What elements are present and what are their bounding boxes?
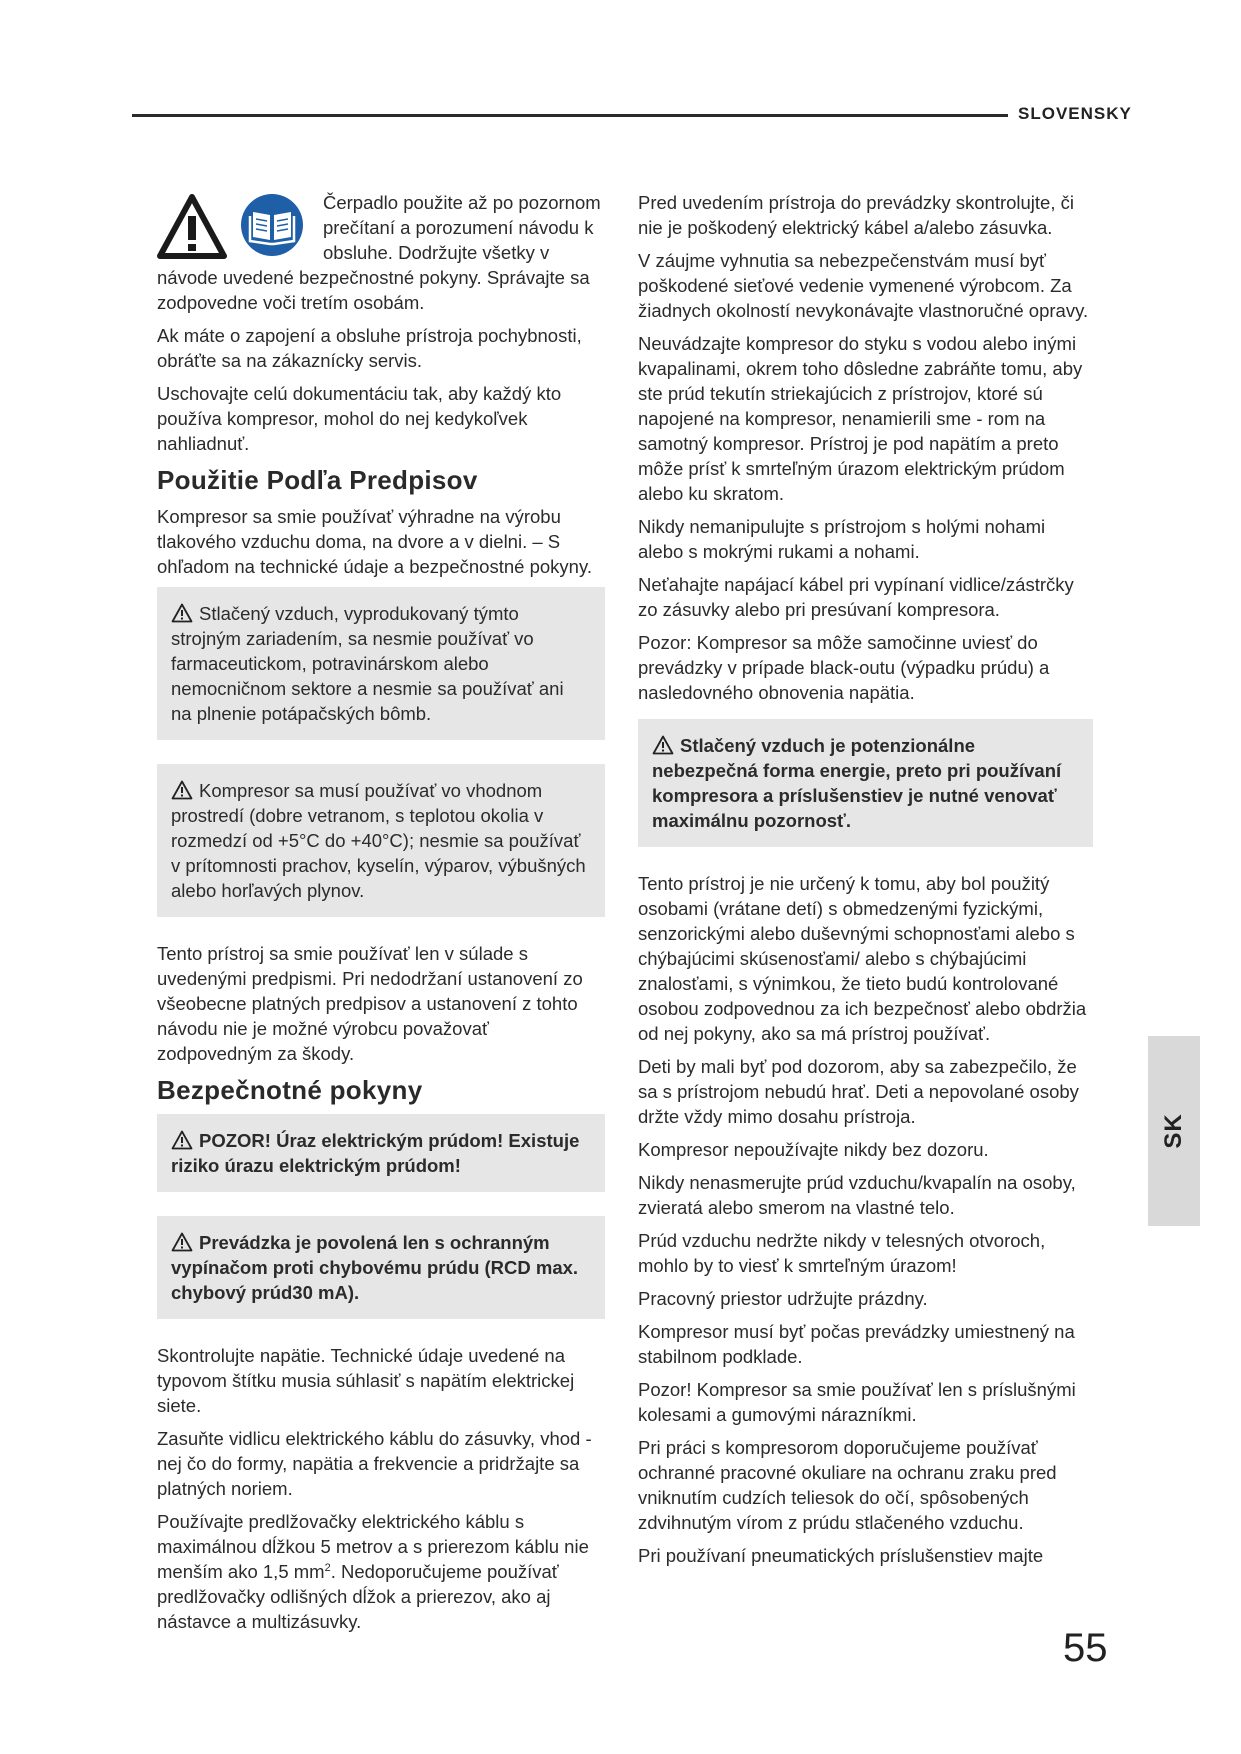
warning-text: Stlačený vzduch je potenzionálne nebezpečná forma energie, preto pri používaní kompresora a príslušenstiev je nutné venovať maximálnu pozornosť.	[652, 735, 1062, 831]
warning-text: POZOR! Úraz elektrickým prúdom! Existuje riziko úrazu elektrickým prúdom!	[171, 1130, 580, 1176]
warning-box-bold	[638, 719, 1093, 847]
warning-icon	[171, 603, 193, 623]
paragraph: Tento prístroj je nie určený k tomu, aby bol použitý osobami (vrátane detí) s obmedzenými fyzickými, senzorickými alebo duševnými schopnosťami alebo s chýbajúcimi skúsenosťami/ alebo s chýbajúcimi znalosťami, s výnimkou, že tieto budú kontrolované osobou zodpovednou za ich bezpečnosť alebo obdržia od nej pokyny, ako sa má prístroj používať.	[638, 873, 1087, 1044]
paragraph: Pri používaní pneumatických príslušenstiev majte	[638, 1545, 1044, 1566]
warning-icon	[171, 1232, 193, 1252]
header-rule	[132, 114, 1008, 117]
paragraph: Pozor! Kompresor sa smie používať len s príslušnými kolesami a gumovými nárazníkmi.	[638, 1379, 1076, 1425]
warning-icon	[171, 780, 193, 800]
intro-icons	[157, 190, 317, 265]
paragraph: Pred uvedením prístroja do prevádzky skontrolujte, či nie je poškodený elektrický kábel a/alebo zásuvka.	[638, 192, 1074, 238]
paragraph: V záujme vyhnutia sa nebezpečenstvám musí byť poškodené sieťové vedenie vymenené výrobcom. Za žiadnych okolností nevykonávajte vlastnoručné opravy.	[638, 250, 1089, 321]
read-manual-icon	[239, 192, 305, 258]
language-label: SLOVENSKY	[1018, 104, 1132, 123]
warning-text: Prevádzka je povolená len s ochranným vypínačom proti chybovému prúdu (RCD max. chybový prúd30 mA).	[171, 1232, 579, 1303]
intro-block	[157, 190, 605, 315]
intro-paragraph: Čerpadlo použite až po pozornom prečítaní a porozumení návodu k obsluhe. Dodržujte všetky v návode uvedené bezpečnostné pokyny. Správajte sa zodpovedne voči tretím osobám.	[157, 192, 601, 313]
left-column	[157, 190, 605, 1642]
right-column	[638, 190, 1093, 1576]
paragraph: Pozor: Kompresor sa môže samočinne uviesť do prevádzky v prípade black-outu (výpadku prúdu) a nasledovného obnovenia napätia.	[638, 632, 1050, 703]
warning-triangle-icon	[157, 194, 227, 260]
intended-use-paragraph: Kompresor sa smie používať výhradne na výrobu tlakového vzduchu doma, na dvore a v dielni. – S ohľadom na technické údaje a bezpečnostné pokyny.	[157, 506, 592, 577]
plug-paragraph: Zasuňte vidlicu elektrického káblu do zásuvky, vhod - nej čo do formy, napätia a frekvencie a pridržajte sa platných noriem.	[157, 1428, 592, 1499]
page-number: 55	[1063, 1626, 1108, 1670]
warning-icon	[171, 1130, 193, 1150]
extension-cord-paragraph	[157, 1509, 605, 1634]
extension-text-a: Používajte predlžovačky elektrického káblu s maximálnou dĺžkou 5 metrov a s prierezom káblu nie menším ako 1,5 mm	[157, 1511, 589, 1582]
extension-text-b: . Nedoporučujeme používať predlžovačky odlišných dĺžok a prierezov, ako aj nástavce a multizásuvky.	[157, 1561, 559, 1632]
language-side-tab-label: SK	[1160, 1113, 1187, 1149]
paragraph: Neuvádzajte kompresor do styku s vodou alebo inými kvapalinami, okrem toho dôsledne zabráňte tomu, aby ste prúd tekutín striekajúcich z prístrojov, ktoré sú napojené na kompresor, nenamierili sme - rom na samotný kompresor. Prístroj je pod napätím a preto môže prísť k smrteľným úrazom elektrickým prúdom alebo ku skratom.	[638, 333, 1083, 504]
paragraph: Deti by mali byť pod dozorom, aby sa zabezpečilo, že sa s prístrojom nebudú hrať. Deti a nepovolané osoby držte vždy mimo dosahu prístroja.	[638, 1056, 1079, 1127]
warning-icon	[652, 735, 674, 755]
paragraph: Pracovný priestor udržujte prázdny.	[638, 1288, 928, 1309]
warning-box	[157, 587, 605, 740]
paragraph: Kompresor musí byť počas prevádzky umiestnený na stabilnom podklade.	[638, 1321, 1075, 1367]
paragraph: Pri práci s kompresorom doporučujeme používať ochranné pracovné okuliare na ochranu zraku pred vniknutím cudzích teliesok do očí, spôsobených zdvihnutým vírom z prúdu stlačeného vzduchu.	[638, 1437, 1057, 1533]
service-paragraph: Ak máte o zapojení a obsluhe prístroja pochybnosti, obráťte sa na zákaznícky servis.	[157, 325, 582, 371]
compliance-paragraph: Tento prístroj sa smie používať len v súlade s uvedenými predpismi. Pri nedodržaní ustanovení zo všeobecne platných predpisov a ustanovení z tohto návodu nie je možné výrobcu považovať zodpovedným za škody.	[157, 943, 583, 1064]
documentation-paragraph: Uschovajte celú dokumentáciu tak, aby každý kto používa kompresor, mohol do nej kedykoľvek nahliadnuť.	[157, 383, 562, 454]
warning-box	[157, 764, 605, 917]
paragraph: Kompresor nepoužívajte nikdy bez dozoru.	[638, 1139, 989, 1160]
section-heading-safety: Bezpečnotné pokyny	[157, 1075, 423, 1105]
paragraph: Nikdy nenasmerujte prúd vzduchu/kvapalín na osoby, zvieratá alebo smerom na vlastné telo.	[638, 1172, 1076, 1218]
warning-text: Kompresor sa musí používať vo vhodnom prostredí (dobre vetranom, s teplotou okolia v rozmedzí od +5°C do +40°C); nesmie sa používať v prítomnosti prachov, kyselín, výparov, výbušných alebo horľavých plynov.	[171, 780, 586, 901]
paragraph: Prúd vzduchu nedržte nikdy v telesných otvoroch, mohlo by to viesť k smrteľným úrazom!	[638, 1230, 1046, 1276]
warning-box-bold	[157, 1216, 605, 1319]
paragraph: Neťahajte napájací kábel pri vypínaní vidlice/zástrčky zo zásuvky alebo pri presúvaní kompresora.	[638, 574, 1074, 620]
superscript: 2	[324, 1561, 331, 1574]
warning-text: Stlačený vzduch, vyprodukovaný týmto strojným zariadením, sa nesmie používať vo farmaceutickom, potravinárskom alebo nemocničnom sektore a nesmie sa používať ani na plnenie potápačských bômb.	[171, 603, 564, 724]
language-side-tab	[1148, 1036, 1200, 1226]
voltage-paragraph: Skontrolujte napätie. Technické údaje uvedené na typovom štítku musia súhlasiť s napätím elektrickej siete.	[157, 1345, 575, 1416]
warning-box-bold	[157, 1114, 605, 1192]
paragraph: Nikdy nemanipulujte s prístrojom s holými nohami alebo s mokrými rukami a nohami.	[638, 516, 1046, 562]
section-heading-intended-use: Použitie Podľa Predpisov	[157, 465, 478, 495]
